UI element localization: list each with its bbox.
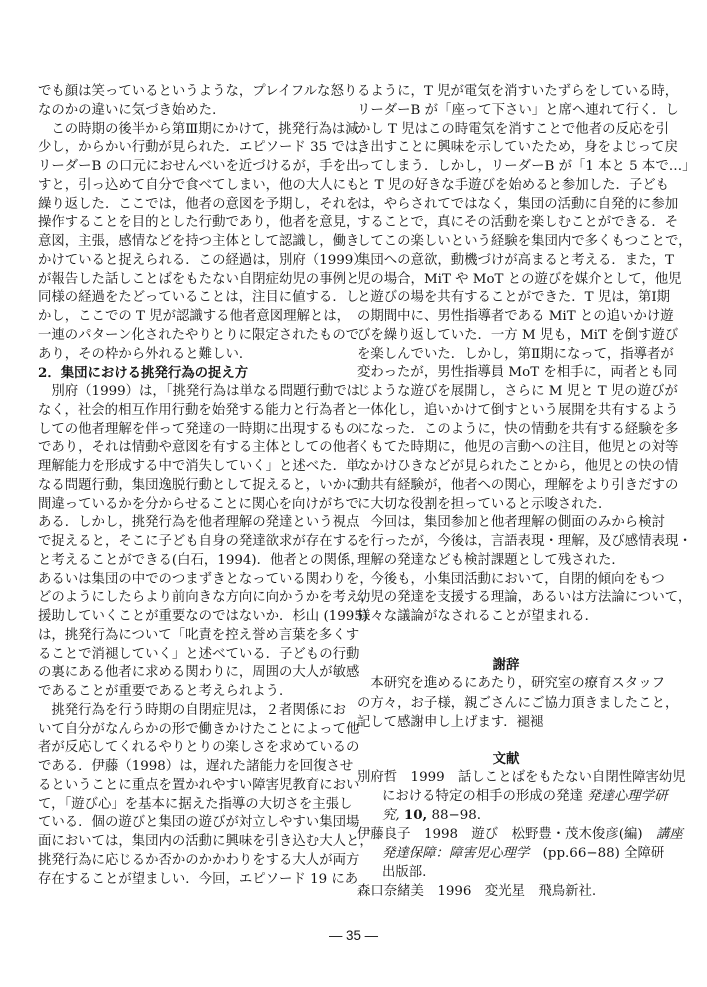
text-line: あり，その枠から外れると難しい．: [38, 346, 253, 362]
journal-title: 究,: [382, 808, 400, 823]
text-line: 面においては，集団内の活動に興味を引き込む大人と，: [38, 834, 373, 849]
text-line: と遊びの場を共有することができた．T 児は，第Ⅰ期: [357, 290, 671, 306]
text-line: は，挑発行為について「叱責を控え誉め言葉を多くす: [38, 627, 360, 643]
text-line: 存在することが望ましい．今回，エピソード 19 にあ: [38, 871, 359, 887]
text-line: なのかの違いに気づき始めた．: [38, 102, 226, 118]
text-line: 今回は，集団参加と他者理解の側面のみから検討: [370, 515, 665, 531]
references-heading: 文献: [492, 751, 520, 767]
text-line: であり，それは情動や意図を有する主体としての他者: [38, 440, 360, 456]
text-line: ある．しかし，挑発行為を他者理解の発達という視点: [38, 515, 360, 531]
text-line: 一連のパターン化されたやりとりに限定されたもので: [38, 327, 360, 343]
reference-line: 別府哲 1999 話しことばをもたない自閉性障害幼児: [357, 770, 686, 785]
text-line: なかけひきなどが見られたことから，他児との快の情: [357, 459, 679, 474]
text-line: することで，真にその活動を楽しむことができる．そ: [357, 215, 679, 231]
reference-text: における特定の相手の形成の発達: [382, 789, 588, 804]
text-line: じような遊びを展開し，さらに M 児と T 児の遊びが: [357, 384, 678, 399]
text-line: るということに重点を置かれやすい障害児教育におい: [38, 777, 360, 793]
text-line: を楽しんでいた．しかし，第Ⅱ期になって，指導者が: [357, 346, 674, 362]
reference-line: [357, 806, 655, 825]
text-line: 援助していくことが重要なのではないか．杉山 (1995): [38, 609, 368, 624]
text-line: リーダーB が「座って下さい」と席へ連れて行く．し: [357, 102, 679, 118]
text-line: 挑発行為に応じるか否かのかかわりをする大人が両方: [38, 852, 360, 868]
text-line: びを繰り返していた．一方 M 児も，MiT を倒す遊び: [357, 327, 679, 343]
reference-line: 出版部.: [382, 865, 427, 880]
text-line: 操作することを目的とした行動であり，他者を意見，: [38, 215, 360, 231]
text-line: この時期の後半から第Ⅲ期にかけて，挑発行為は減: [51, 121, 359, 137]
page-number: — 35 —: [328, 928, 379, 943]
text-line: 一体化し，追いかけて倒すという展開を共有するよう: [357, 402, 679, 418]
text-line: 今後も，小集団活動において，自閉的傾向をもつ: [370, 571, 665, 587]
text-line: 者が反応してくれるやりとりの楽しさを求めているの: [38, 740, 360, 756]
acknowledgment-line: の方々，お子様，親ごさんにご協力頂きましたこと，: [357, 695, 679, 711]
text-line: と T 児の好きな手遊びを始めると参加した．子ども: [357, 177, 670, 193]
text-line: 意図，主張，感情などを持つ主体として認識し，働き: [38, 234, 360, 249]
text-line: どのようにしたらより前向きな方向に向かうかを考え，: [38, 590, 374, 606]
reference-item: [357, 882, 655, 901]
text-line: は，やらされてではなく，集団の活動に自発的に参加: [357, 196, 679, 212]
reference-text: (pp.66−88) 全障研: [529, 846, 665, 861]
acknowledgment-text: [357, 674, 679, 733]
text-line: なく，社会的相互作用行動を始発する能力と行為者と: [38, 402, 360, 418]
text-line: 児の場合，MiT や MoT との遊びを媒介として，他児: [357, 271, 682, 287]
text-line: で捉えると，そこに子ども自身の発達欲求が存在する: [38, 534, 360, 549]
text-line: ることで消褪していく」と述べている．子どもの行動: [38, 646, 360, 662]
text-line: 挑発行為を行う時期の自閉症児は，２者関係にお: [51, 702, 346, 718]
text-line: ている．個の遊びと集団の遊びが対立しやすい集団場: [38, 815, 360, 831]
reference-text: 伊藤良子 1998 遊び 松野豊・茂木俊彦(編): [357, 827, 656, 842]
book-title: 発達保障：障害児心理学: [382, 846, 530, 861]
left-column: [38, 83, 374, 889]
text-line: リーダーB の口元におせんべいを近づけるが，手を出: [38, 159, 360, 174]
text-line: 幼児の発達を支援する理論，あるいは方法論について，: [357, 590, 692, 606]
text-line: 理解の発達なども検討課題として残された．: [357, 552, 625, 568]
reference-line: [357, 787, 668, 806]
text-line: て，「遊び心」を基本に据えた指導の大切さを主張し: [38, 796, 353, 812]
acknowledgment-heading: 謝辞: [492, 657, 520, 673]
text-line: 別府（1999）は，「挑発行為は単なる問題行動では: [51, 384, 360, 399]
text-line: 様々な議論がなされることが望まれる．: [357, 609, 599, 624]
text-line: でも顔は笑っているというような，プレイフルな怒り: [38, 84, 358, 99]
text-line: るように，T 児が電気を消すいたずらをしている時，: [357, 84, 679, 99]
text-line: 集団への意欲，動機づけが高まると考える．また，T: [357, 252, 674, 268]
reference-line: [357, 825, 683, 844]
text-line: 間違っているかを分からせることに関心を向けがちで: [38, 496, 359, 512]
text-line: かし T 児はこの時電気を消すことで他者の反応を引: [357, 121, 670, 137]
acknowledgment-line: 記して感謝申し上げます．褪褪: [357, 715, 544, 730]
text-line: の裏にある他者に求める関わりに，周囲の大人が敏感: [38, 665, 360, 681]
text-line: 理解能力を形成する中で消失していく」と述べた．単: [38, 459, 360, 474]
reference-item: [357, 768, 686, 825]
text-line: 少し，からかい行動が見られた．エピソード 35 では，: [38, 140, 372, 156]
text-line: しての他者理解を伴って発達の一時期に出現するもの: [38, 421, 360, 437]
journal-title: 発達心理学研: [587, 789, 668, 804]
text-line: くもてた時期に，他児の言動への注目，他児との対等: [357, 440, 679, 456]
book-title: 講座: [655, 827, 683, 842]
text-line: を行ったが，今後は，言語表現・理解，及び感情表現・: [357, 534, 692, 549]
text-line: かし，ここでの T 児が認識する他者意図理解とは，: [38, 309, 351, 324]
text-line: 繰り返した．ここでは，他者の意図を予期し，それを: [38, 196, 360, 212]
text-line: であることが重要であると考えられよう．: [38, 684, 293, 699]
reference-item: [357, 825, 683, 882]
volume: 10,: [403, 807, 428, 823]
text-line: になった．このように，快の情動を共有する経験を多: [357, 421, 679, 437]
text-line: かけていると捉えられる．この経過は，別府（1999）: [38, 252, 367, 268]
text-line: き出すことに興味を示していたため，身をよじって戻: [357, 140, 678, 156]
text-line: あるいは集団の中でのつまずきとなっている関わりを，: [38, 571, 373, 587]
text-line: と考えることができる(白石，1994)．他者との関係，: [38, 552, 364, 568]
reference-line: 森口奈緒美 1996 変光星 飛鳥新社.: [357, 884, 597, 899]
reference-line: [357, 844, 665, 863]
text-line: 動共有経験が，他者への関心，理解をより引きだすの: [357, 477, 679, 493]
acknowledgment-line: 本研究を進めるにあたり，研究室の療育スタッフ: [370, 676, 665, 691]
text-line: に大切な役割を担っていると示唆された．: [357, 496, 612, 512]
references-list: [357, 768, 686, 901]
text-line: してこの楽しいという経験を集団内で多くもつことで，: [357, 234, 692, 249]
text-line: なる問題行動，集団逸脱行動として捉えると，いかに: [38, 477, 360, 493]
text-line: 変わったが，男性指導員 MoT を相手に，両者とも同: [357, 365, 678, 381]
text-line: 同様の経過をたどっていることは，注目に値する．し: [38, 290, 360, 306]
pages: 88−98.: [431, 808, 482, 823]
text-line: すと，引っ込めて自分で食べてしまい，他の大人にも: [38, 177, 360, 193]
text-line: ってしまう．しかし，リーダーB が「1 本と 5 本で…」: [357, 159, 696, 174]
text-line: である．伊藤（1998）は，遅れた諸能力を回復させ: [38, 759, 354, 774]
text-line: の期間中に、男性指導者である MiT との追いかけ遊: [357, 309, 674, 324]
text-line: いて自分がなんらかの形で働きかけたことによって他: [38, 721, 360, 737]
section-heading: 2．集団における挑発行為の捉え方: [38, 365, 249, 382]
right-column: [357, 83, 696, 627]
text-line: が報告した話しことばをもたない自閉症幼児の事例と: [38, 271, 360, 287]
